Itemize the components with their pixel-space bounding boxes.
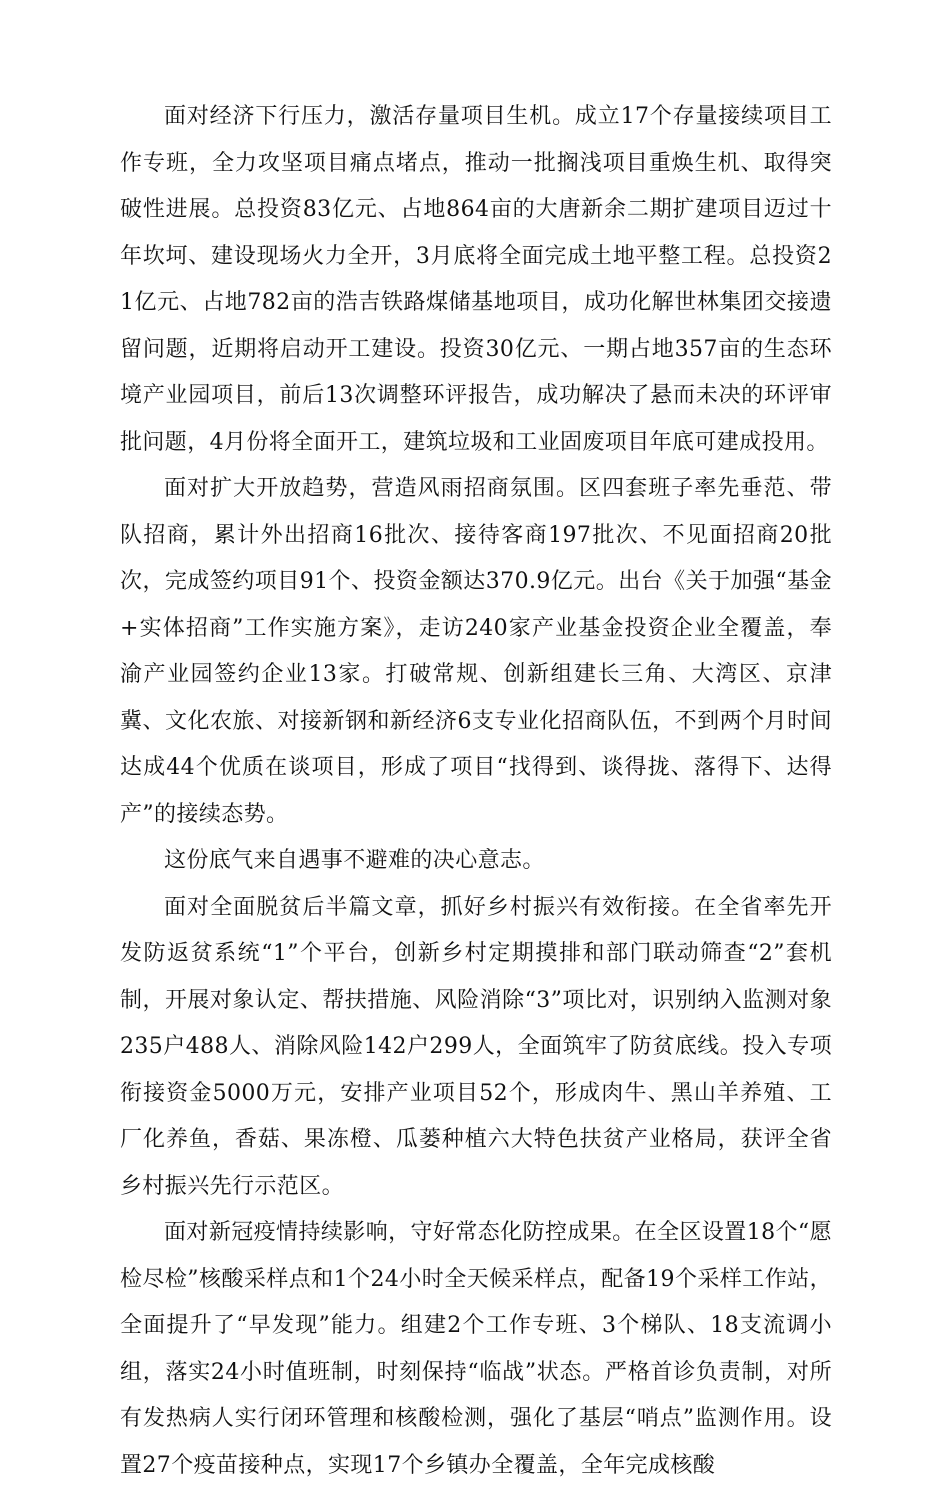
paragraph-determination: 这份底气来自遇事不避难的决心意志。 [164, 848, 545, 873]
paragraph-stock-projects: 面对经济下行压力，激活存量项目生机。成立17个存量接续项目工作专班，全力攻坚项目痛点堵点，推动一批搁浅项目重焕生机、取得突破性进展。总投资83亿元、占地864亩的大唐新余二期扩建项目迈过十年坎坷、建设现场火力全开，3月底将全面完成土地平整工程。总投资21亿元、占地782亩的浩吉铁路煤储基地项目，成功化解世林集团交接遗留问题，近期将启动开工建设。投资30亿元、一期占地357亩的生态环境产业园项目，前后13次调整环评报告，成功解决了悬而未决的环评审批问题，4月份将全面开工，建筑垃圾和工业固废项目年底可建成投用。 [120, 104, 832, 455]
paragraph-epidemic-prevention: 面对新冠疫情持续影响，守好常态化防控成果。在全区设置18个“愿检尽检”核酸采样点和1个24小时全天候采样点，配备19个采样工作站，全面提升了“早发现”能力。组建2个工作专班、3个梯队、18支流调小组，落实24小时值班制，时刻保持“临战”状态。严格首诊负责制，对所有发热病人实行闭环管理和核酸检测，强化了基层“哨点”监测作用。设置27个疫苗接种点，实现17个乡镇办全覆盖，全年完成核酸 [120, 1220, 832, 1478]
paragraph-rural-revitalization: 面对全面脱贫后半篇文章，抓好乡村振兴有效衔接。在全省率先开发防返贫系统“1”个平台，创新乡村定期摸排和部门联动筛查“2”套机制，开展对象认定、帮扶措施、风险消除“3”项比对，识别纳入监测对象235户488人、消除风险142户299人，全面筑牢了防贫底线。投入专项衔接资金5000万元，安排产业项目52个，形成肉牛、黑山羊养殖、工厂化养鱼，香菇、果冻橙、瓜蒌种植六大特色扶贫产业格局，获评全省乡村振兴先行示范区。 [120, 894, 832, 1199]
paragraph-investment-promotion: 面对扩大开放趋势，营造风雨招商氛围。区四套班子率先垂范、带队招商，累计外出招商16批次、接待客商197批次、不见面招商20批次，完成签约项目91个、投资金额达370.9亿元。出台《关于加强“基金+实体招商”工作实施方案》，走访240家产业基金投资企业全覆盖，奉渝产业园签约企业13家。打破常规、创新组建长三角、大湾区、京津冀、文化农旅、对接新钢和新经济6支专业化招商队伍，不到两个月时间达成44个优质在谈项目，形成了项目“找得到、谈得拢、落得下、达得产”的接续态势。 [120, 476, 832, 827]
document-body [120, 94, 832, 1489]
